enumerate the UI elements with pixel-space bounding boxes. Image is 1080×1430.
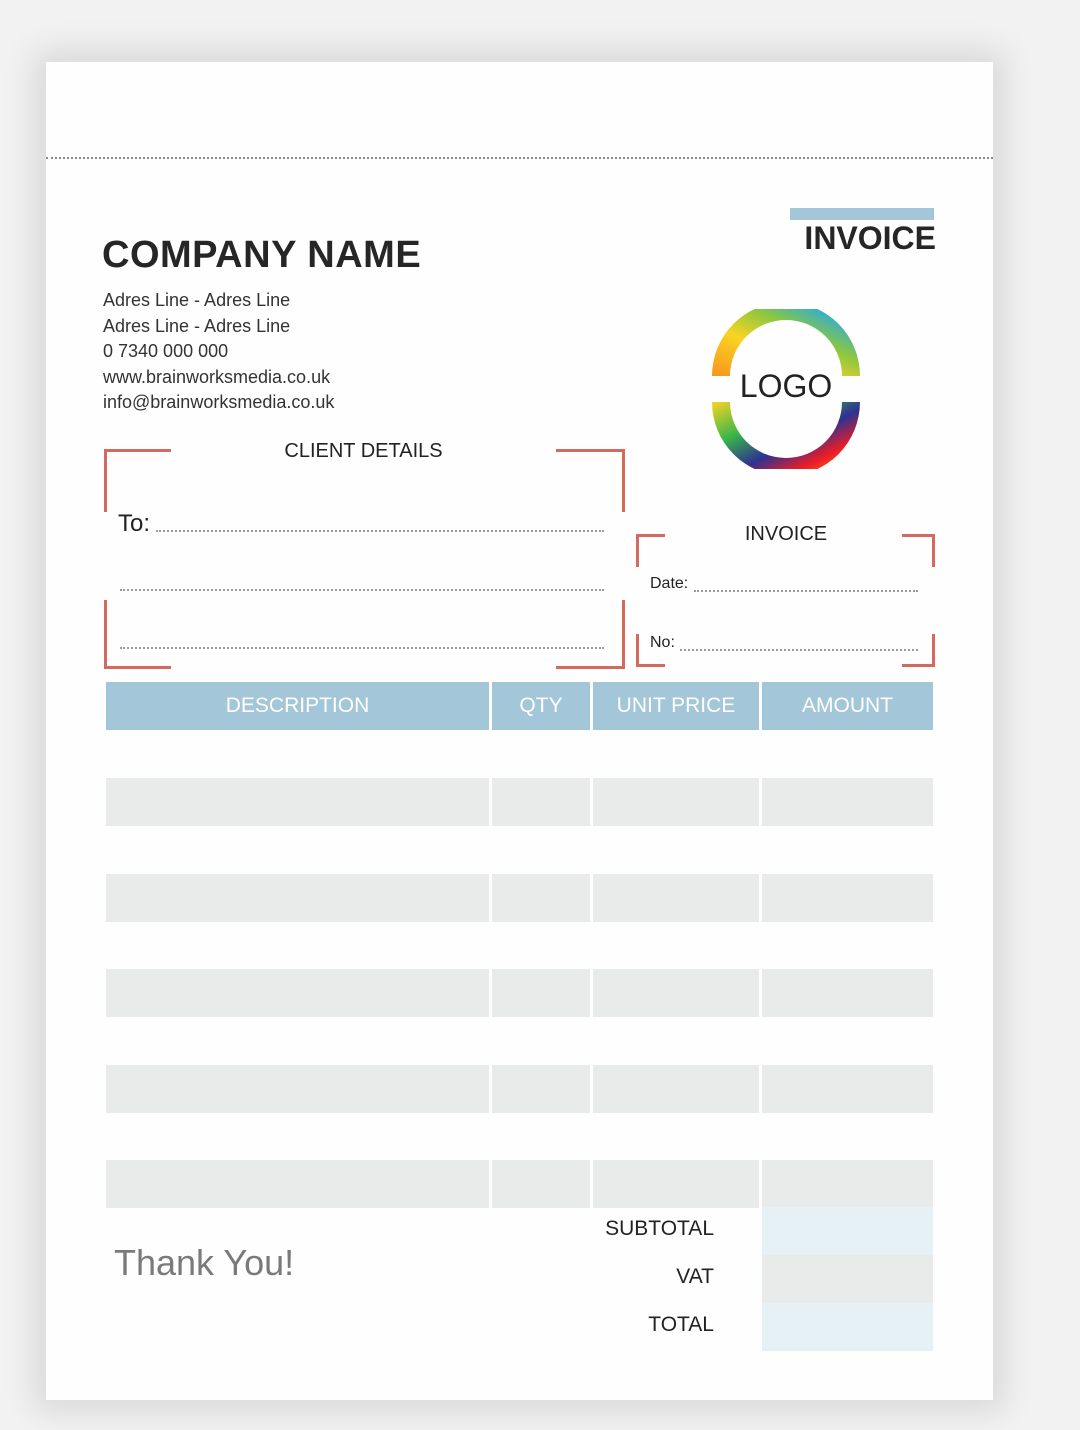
table-cell-unit-price[interactable] [593,969,759,1017]
client-to-line[interactable] [156,530,604,532]
invoice-title-bar [790,208,934,220]
invoice-bracket-top-left [636,534,665,567]
invoice-box-title: INVOICE [744,523,828,545]
company-email: info@brainworksmedia.co.uk [103,392,335,412]
client-line-3[interactable] [120,647,604,649]
total-value[interactable] [762,1303,933,1351]
client-bracket-top-left [104,449,171,512]
table-cell-qty[interactable] [492,1065,590,1113]
table-cell-description[interactable] [106,969,489,1017]
client-bracket-bottom-right [556,600,625,669]
table-cell-qty[interactable] [492,1160,590,1208]
logo-text: LOGO [739,368,833,404]
table-cell-description[interactable] [106,874,489,922]
invoice-date-line[interactable] [694,590,918,592]
subtotal-label: SUBTOTAL [605,1217,714,1240]
table-cell-unit-price[interactable] [593,778,759,826]
table-cell-amount[interactable] [762,1065,933,1113]
invoice-no-label: No: [650,634,675,651]
table-header-unit-price: UNIT PRICE [593,682,759,730]
company-address [103,288,334,416]
table-cell-qty[interactable] [492,778,590,826]
company-phone: 0 7340 000 000 [103,341,229,361]
address-line-2: Adres Line - Adres Line [103,315,291,336]
vat-value[interactable] [762,1255,933,1303]
table-cell-amount[interactable] [762,874,933,922]
company-name: COMPANY NAME [102,234,422,276]
invoice-sheet [46,62,993,1400]
subtotal-value[interactable] [762,1207,933,1255]
table-cell-description[interactable] [106,778,489,826]
table-cell-unit-price[interactable] [593,874,759,922]
table-header-amount: AMOUNT [762,682,933,730]
table-cell-unit-price[interactable] [593,1160,759,1208]
client-line-2[interactable] [120,589,604,591]
table-cell-amount[interactable] [762,1160,933,1208]
table-cell-amount[interactable] [762,969,933,1017]
table-cell-qty[interactable] [492,874,590,922]
total-label: TOTAL [648,1313,714,1336]
client-to-label: To: [118,510,151,537]
table-header-description: DESCRIPTION [106,682,489,730]
table-cell-amount[interactable] [762,778,933,826]
client-bracket-top-right [556,449,625,512]
client-details-title: CLIENT DETAILS [284,440,443,462]
table-cell-description[interactable] [106,1160,489,1208]
company-website: www.brainworksmedia.co.uk [103,366,331,387]
client-bracket-bottom-left [104,600,171,669]
table-cell-unit-price[interactable] [593,1065,759,1113]
table-cell-qty[interactable] [492,969,590,1017]
vat-label: VAT [676,1265,714,1288]
logo-placeholder [706,309,866,469]
address-line-1: Adres Line - Adres Line [103,290,291,310]
invoice-bracket-top-right [902,534,935,567]
invoice-no-line[interactable] [680,649,918,651]
invoice-date-label: Date: [650,575,689,592]
thank-you-text: Thank You! [114,1242,295,1283]
invoice-title: INVOICE [804,220,936,256]
table-header-qty: QTY [492,682,590,730]
perforation-line [46,157,993,159]
table-cell-description[interactable] [106,1065,489,1113]
